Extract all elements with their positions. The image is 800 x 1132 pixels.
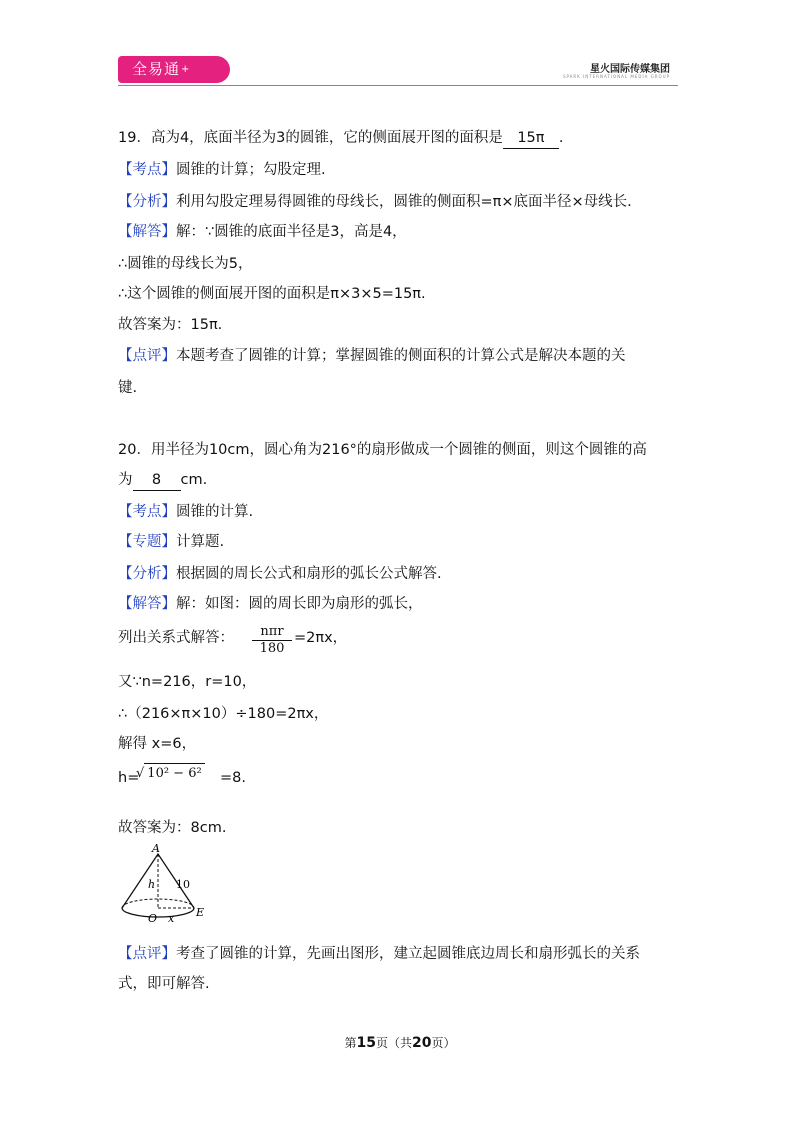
fraction-npir-180: nπr 180 (252, 624, 292, 657)
page-header (118, 56, 678, 88)
q19-step-1: ∴圆锥的母线长为5， (118, 256, 253, 272)
q20-zhuanti: 【专题】计算题. (118, 534, 225, 550)
label-center: O (148, 912, 158, 925)
q19-stem: 19．高为4，底面半径为3的圆锥，它的侧面展开图的面积是 15π . (118, 128, 564, 149)
page-footer: 第15页（共20页） (344, 1035, 456, 1051)
q19-step-2: ∴这个圆锥的侧面展开图的面积是π×3×5=15π. (118, 286, 426, 302)
q20-dianping-cont: 式，即可解答. (118, 976, 210, 992)
q20-h-result: =8. (220, 770, 246, 786)
label-point: E (196, 906, 205, 919)
q20-relation-rhs: =2πx， (294, 630, 348, 646)
q19-conclusion: 故答案为：15π. (118, 317, 223, 333)
q20-step-2: 解得 x=6， (118, 736, 197, 752)
cone-figure (116, 842, 212, 926)
page-number: 15 (356, 1035, 376, 1051)
q19-dianping: 【点评】本题考查了圆锥的计算；掌握圆锥的侧面积的计算公式是解决本题的关 (118, 348, 626, 364)
label-apex: A (152, 842, 160, 855)
label-height: h (148, 878, 156, 891)
q19-dianping-cont: 键. (118, 380, 138, 396)
q20-step-1: ∴（216×π×10）÷180=2πx， (118, 706, 329, 722)
q20-jieda: 【解答】解：如图：圆的周长即为扇形的弧长， (118, 596, 423, 612)
label-radius: x (168, 912, 175, 925)
q20-relation-label: 列出关系式解答： (118, 630, 234, 646)
label-slant: 10 (176, 878, 190, 891)
logo-plus: + (181, 64, 191, 75)
logo (118, 56, 230, 83)
q20-fenxi: 【分析】根据圆的周长公式和扇形的弧长公式解答. (118, 566, 442, 582)
radical-sign: √ (136, 766, 145, 781)
page-total: 20 (412, 1035, 432, 1051)
cone-base-front (122, 908, 194, 917)
q19-answer-blank: 15π (503, 128, 559, 149)
q19-jieda: 【解答】解：∵圆锥的底面半径是3，高是4， (118, 224, 407, 240)
header-rule (118, 85, 678, 86)
q20-dianping: 【点评】考查了圆锥的计算，先画出图形，建立起圆锥底边周长和扇形弧长的关系 (118, 946, 640, 962)
q20-stem: 20．用半径为10cm，圆心角为216°的扇形做成一个圆锥的侧面，则这个圆锥的高 (118, 442, 647, 458)
sqrt-expression: √ 10² − 6² (136, 766, 205, 781)
q19-kaodian: 【考点】圆锥的计算；勾股定理. (118, 162, 326, 178)
q20-h-label: h= (118, 770, 140, 786)
q20-conclusion: 故答案为：8cm. (118, 820, 227, 836)
q20-given: 又∵n=216，r=10， (118, 674, 257, 690)
q19-fenxi: 【分析】利用勾股定理易得圆锥的母线长，圆锥的侧面积=π×底面半径×母线长. (118, 194, 632, 210)
brand-name: 星火国际传媒集团 (590, 64, 670, 75)
q20-stem-cont: 为 8 cm. (118, 470, 207, 491)
q20-answer-blank: 8 (133, 470, 181, 491)
brand-subtitle: SPARK INTERNATIONAL MEDIA GROUP (562, 74, 670, 79)
q20-kaodian: 【考点】圆锥的计算. (118, 504, 254, 520)
logo-text: 全易通 (132, 60, 181, 78)
